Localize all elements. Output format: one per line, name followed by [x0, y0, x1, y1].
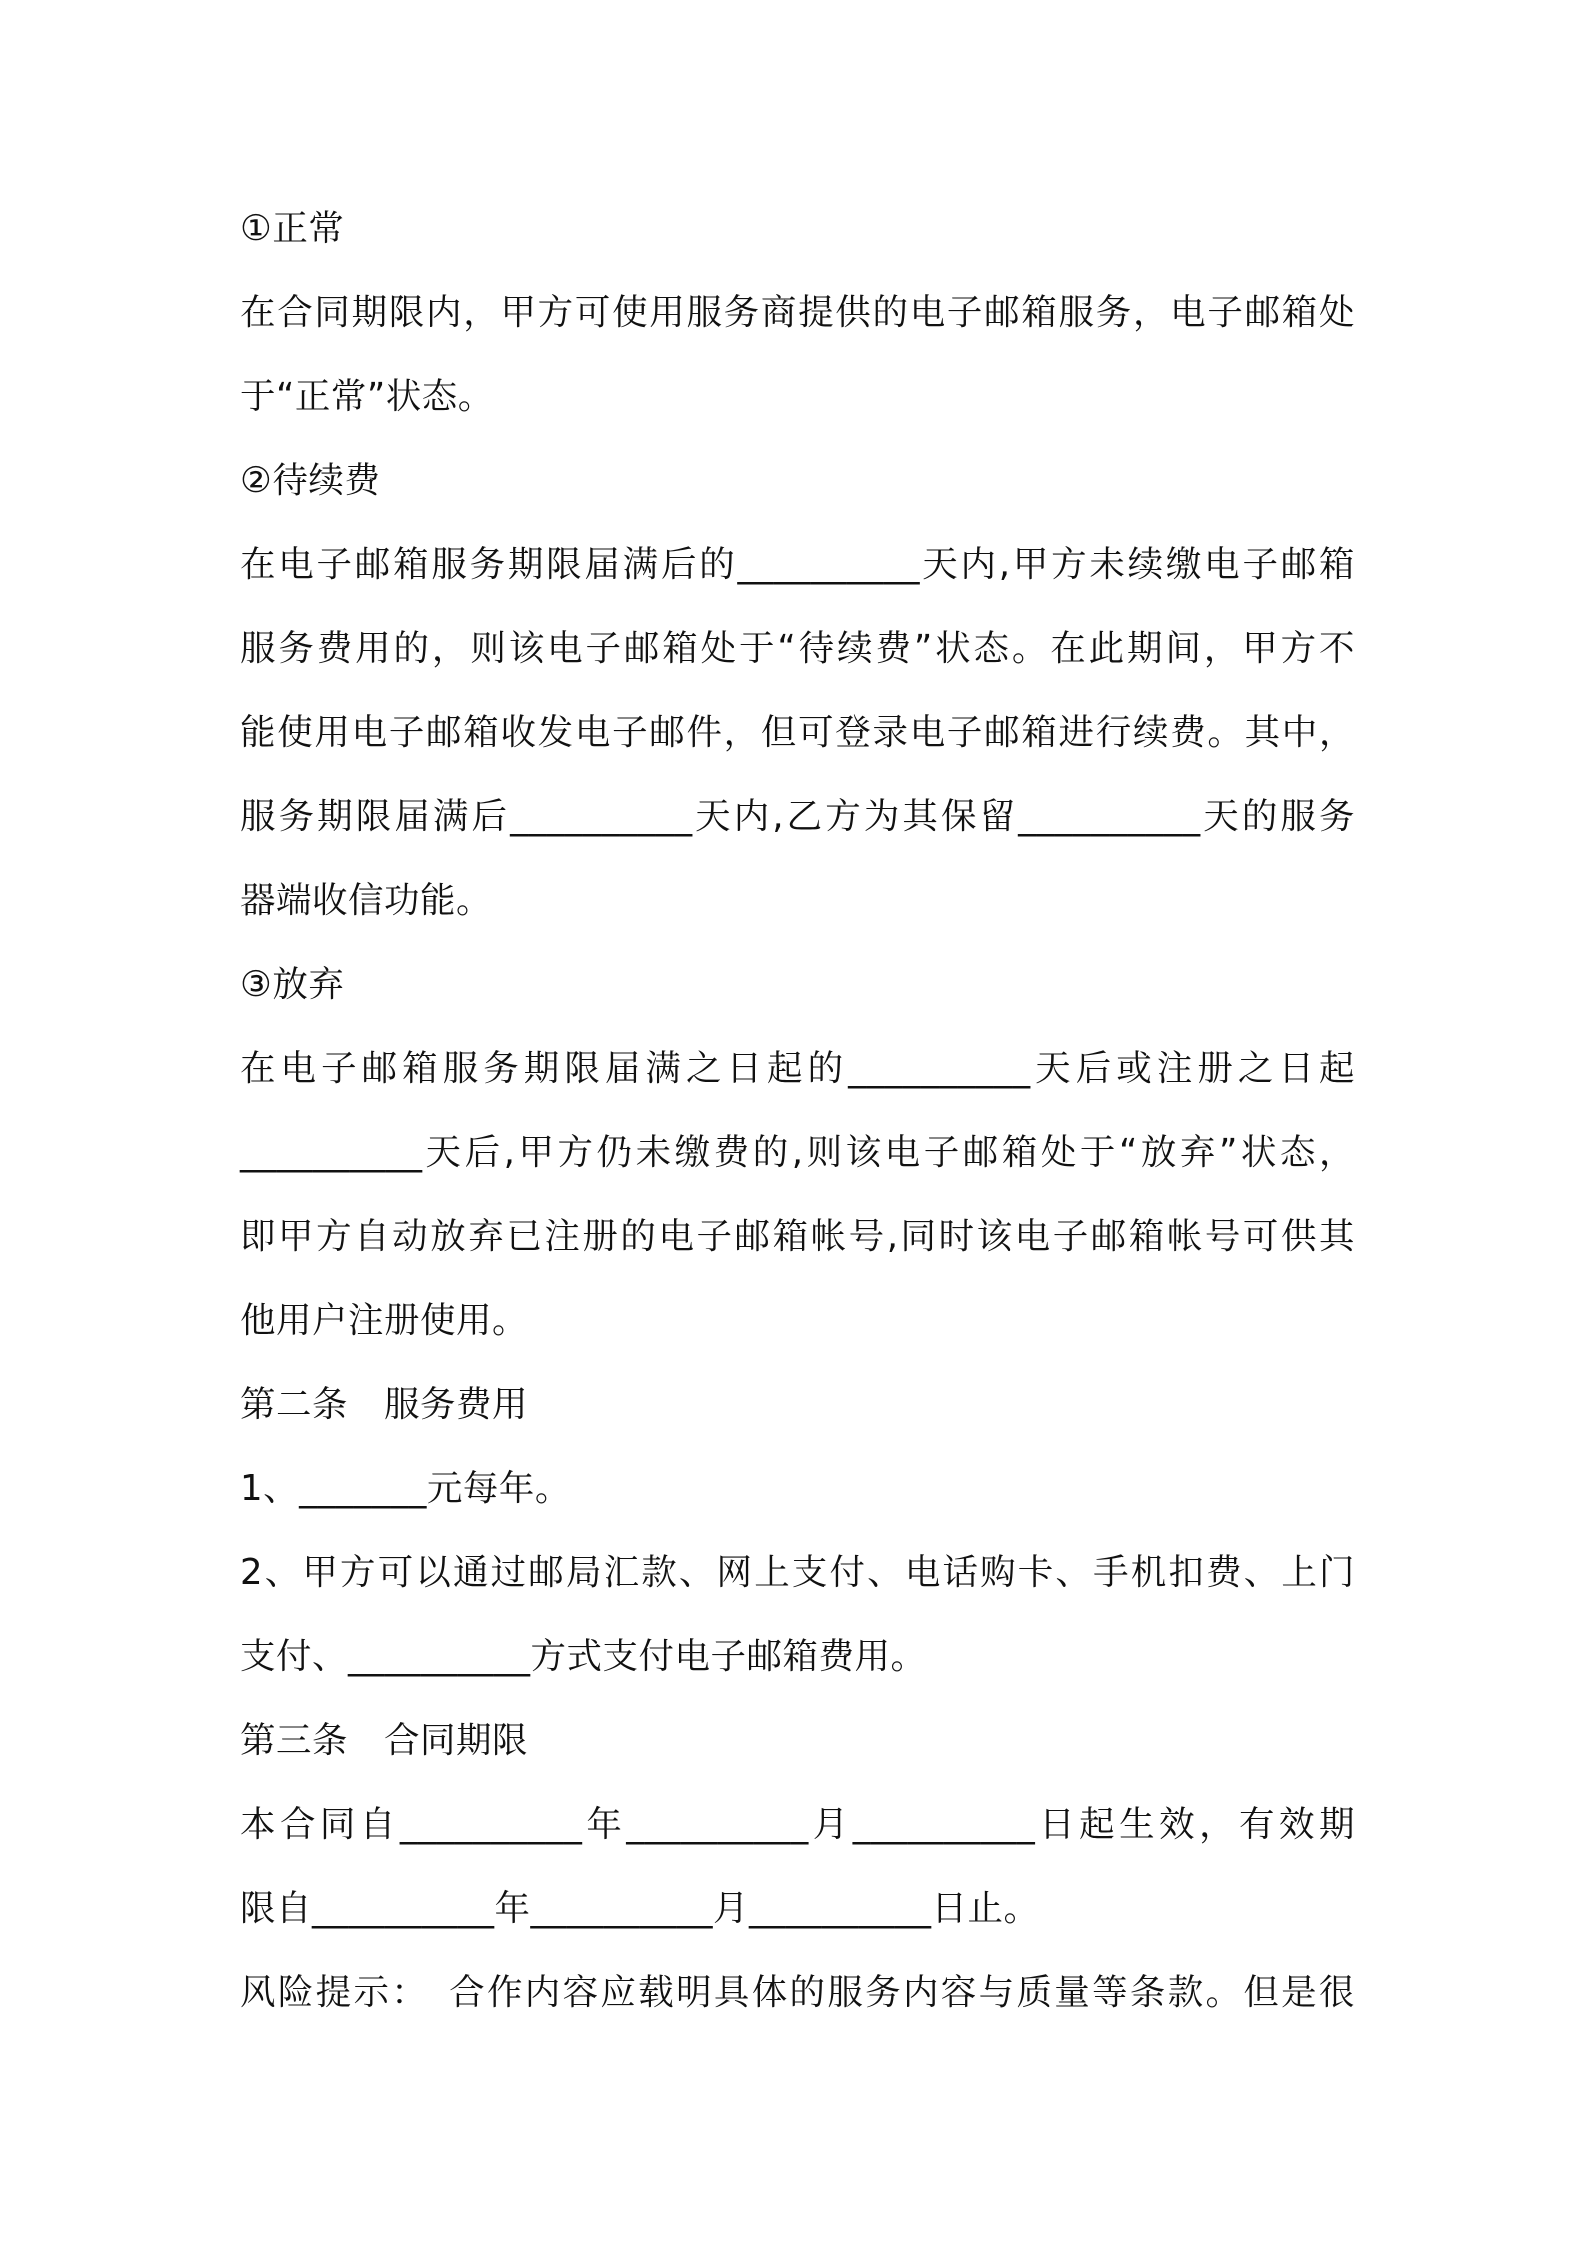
- paragraph-line: 支付、__________方式支付电子邮箱费用。: [240, 1636, 927, 1677]
- clause-pending-renewal-heading: ②待续费: [240, 460, 381, 501]
- clause-abandon-heading: ③放弃: [240, 964, 345, 1005]
- article-two-heading: 第二条 服务费用: [240, 1384, 529, 1425]
- paragraph-line: 服务费用的，则该电子邮箱处于“待续费”状态。在此期间，甲方不: [240, 628, 1355, 669]
- paragraph-line: 能使用电子邮箱收发电子邮件，但可登录电子邮箱进行续费。其中，: [240, 712, 1355, 753]
- paragraph-line: __________天后,甲方仍未缴费的,则该电子邮箱处于“放弃”状态，: [240, 1132, 1355, 1173]
- contract-text: [240, 202, 1355, 2050]
- risk-notice-line: 风险提示： 合作内容应载明具体的服务内容与质量等条款。但是很: [240, 1972, 1355, 2013]
- paragraph-line: 在电子邮箱服务期限届满之日起的__________天后或注册之日起: [240, 1048, 1355, 1089]
- paragraph-line: 即甲方自动放弃已注册的电子邮箱帐号,同时该电子邮箱帐号可供其: [240, 1216, 1355, 1257]
- paragraph-line: 服务期限届满后__________天内,乙方为其保留__________天的服务: [240, 796, 1355, 837]
- paragraph-line: 在合同期限内，甲方可使用服务商提供的电子邮箱服务，电子邮箱处: [240, 292, 1355, 333]
- paragraph-line: 他用户注册使用。: [240, 1300, 529, 1341]
- paragraph-line: 器端收信功能。: [240, 880, 493, 921]
- paragraph-line: 限自__________年__________月__________日止。: [240, 1888, 1040, 1929]
- paragraph-line: 本合同自__________年__________月__________日起生效，有效期: [240, 1804, 1355, 1845]
- paragraph-line: 在电子邮箱服务期限届满后的__________天内,甲方未续缴电子邮箱: [240, 544, 1355, 585]
- paragraph-line: 2、甲方可以通过邮局汇款、网上支付、电话购卡、手机扣费、上门: [240, 1552, 1355, 1593]
- paragraph-line: 1、_______元每年。: [240, 1468, 571, 1509]
- article-three-heading: 第三条 合同期限: [240, 1720, 529, 1761]
- clause-normal-heading: ①正常: [240, 208, 345, 249]
- paragraph-line: 于“正常”状态。: [240, 376, 494, 417]
